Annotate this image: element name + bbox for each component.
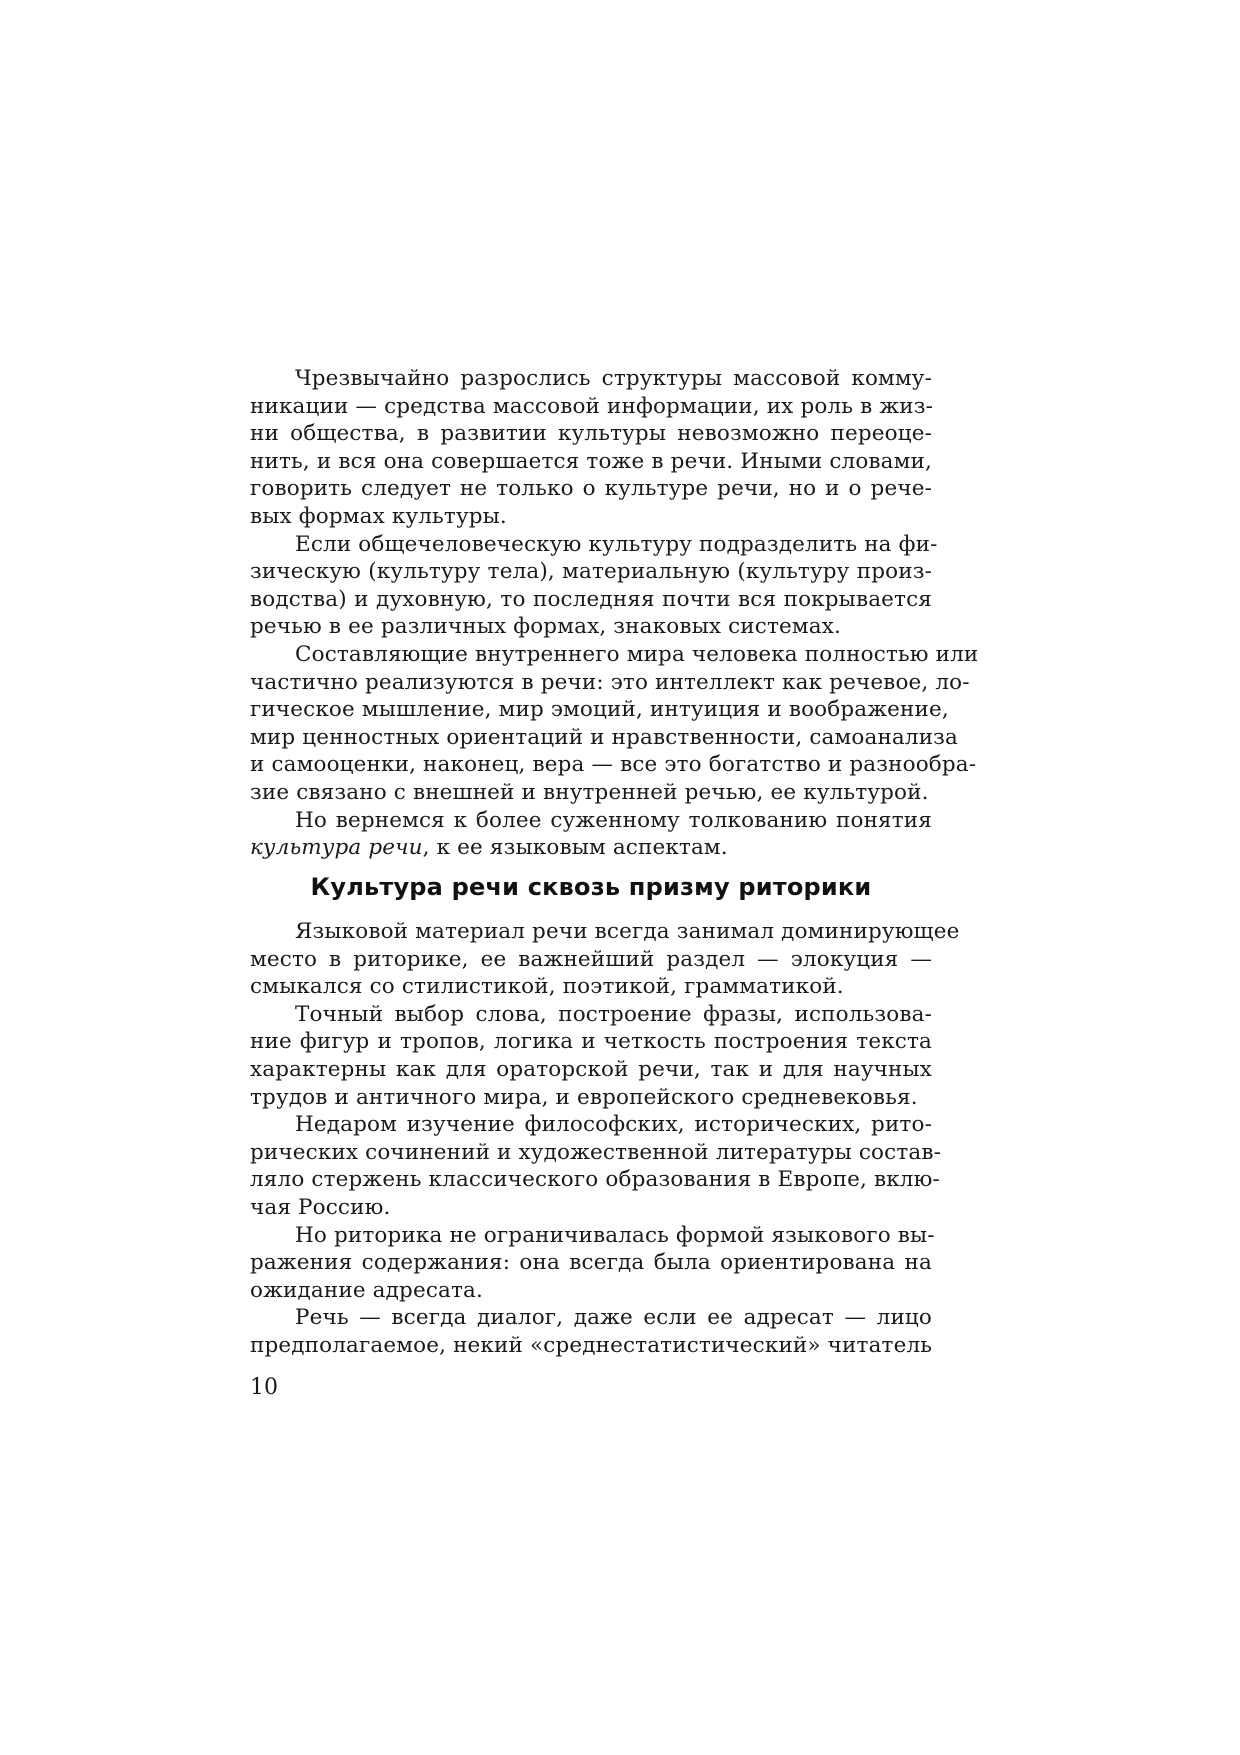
text-line: нить, и вся она совершается тоже в речи. Иными словами, xyxy=(250,448,932,474)
text-line: Если общечеловеческую культуру подразделить на фи- xyxy=(295,531,938,557)
text-line: никации — средства массовой информации, их роль в жиз- xyxy=(250,393,934,419)
italic-line-rest: , к ее языковым аспектам. xyxy=(422,835,728,861)
text-line: рических сочинений и художественной литературы состав- xyxy=(250,1139,942,1165)
text-line: гическое мышление, мир эмоций, интуиция и воображение, xyxy=(250,697,949,723)
text-line: Но риторика не ограничивалась формой языкового вы- xyxy=(295,1222,935,1248)
text-line: ни общества, в развитии культуры невозможно переоце- xyxy=(250,421,932,447)
text-line: смыкался со стилистикой, поэтикой, грамматикой. xyxy=(250,974,844,1000)
text-line: место в риторике, ее важнейший раздел — элокуция — xyxy=(250,946,932,972)
italic-term: культура речи xyxy=(250,835,423,861)
text-line: и самооценки, наконец, вера — все это богатство и разнообра- xyxy=(250,752,977,778)
text-line: Языковой материал речи всегда занимал доминирующее xyxy=(295,919,960,944)
text-line: трудов и античного мира, и европейского средневековья. xyxy=(250,1084,918,1110)
text-line: Недаром изучение философских, исторических, рито- xyxy=(295,1112,932,1138)
text-line: говорить следует не только о культуре речи, но и о рече- xyxy=(250,476,932,502)
text-line: ражения содержания: она всегда была ориентирована на xyxy=(250,1250,932,1276)
text-line: Но вернемся к более суженному толкованию понятия xyxy=(295,807,932,833)
section-heading: Культура речи сквозь призму риторики xyxy=(310,873,872,901)
lines-after-heading xyxy=(250,918,960,1360)
text-line: Составляющие внутреннего мира человека полностью или xyxy=(295,641,979,667)
lines-before-heading xyxy=(250,365,979,834)
text-line: Чрезвычайно разрослись структуры массовой комму- xyxy=(295,366,932,391)
text-line: чая Россию. xyxy=(250,1194,391,1220)
text-line: водства) и духовную, то последняя почти вся покрывается xyxy=(250,586,932,612)
text-line: Речь — всегда диалог, даже если ее адресат — лицо xyxy=(295,1305,932,1331)
text-line: вых формах культуры. xyxy=(250,503,507,529)
text-line: зическую (культуру тела), материальную (культуру произ- xyxy=(250,559,932,585)
page-number: 10 xyxy=(250,1375,278,1400)
italic-term-line xyxy=(250,834,932,862)
body-text-after-heading xyxy=(250,918,960,1360)
text-line: характерны как для ораторской речи, так и для научных xyxy=(250,1056,932,1082)
text-line: ожидание адресата. xyxy=(250,1277,483,1303)
body-text-before-heading xyxy=(250,365,979,862)
text-line: частично реализуются в речи: это интеллект как речевое, ло- xyxy=(250,669,970,695)
text-line: зие связано с внешней и внутренней речью, ее культурой. xyxy=(250,779,929,805)
text-line: Точный выбор слова, построение фразы, использова- xyxy=(295,1001,932,1027)
text-line: предполагаемое, некий «среднестатистический» читатель xyxy=(250,1332,933,1358)
text-line: ляло стержень классического образования в Европе, вклю- xyxy=(250,1167,940,1193)
text-line: мир ценностных ориентаций и нравственности, самоанализа xyxy=(250,724,959,750)
text-line: речью в ее различных формах, знаковых системах. xyxy=(250,614,841,640)
text-line: ние фигур и тропов, логика и четкость построения текста xyxy=(250,1029,932,1055)
